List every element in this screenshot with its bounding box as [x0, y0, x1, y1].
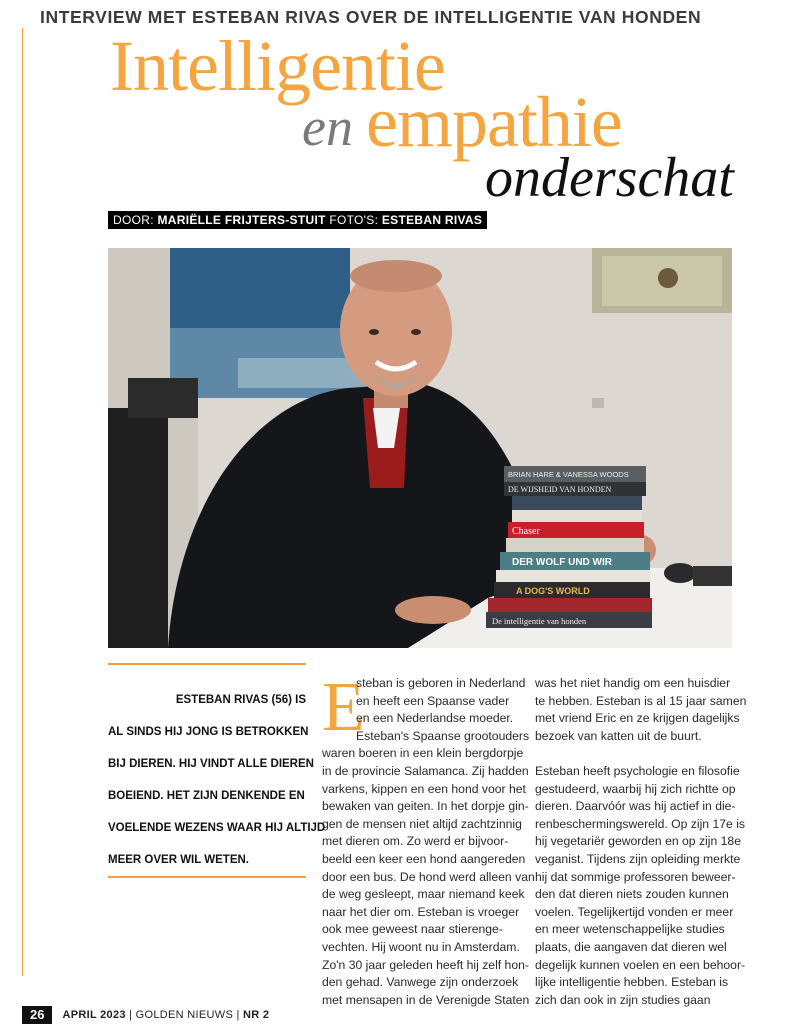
article-line: lijke intelligentie hebben. Esteban is [535, 975, 729, 990]
article-line: vechten. Hij woont nu in Amsterdam. [322, 939, 520, 954]
title-connector: en [302, 97, 353, 157]
article-line: dieren. Daarvóór was hij actief in die- [535, 799, 736, 814]
book-spine-1: BRIAN HARE & VANESSA WOODS [508, 470, 629, 479]
publication-name: GOLDEN NIEUWS [135, 1009, 234, 1021]
pullquote-line: AL SINDS HIJ JONG IS BETROKKEN [108, 726, 309, 738]
article-line: waren boeren in een klein bergdorpje [322, 746, 524, 761]
article-line: was het niet handig om een huisdier [535, 676, 731, 690]
photo-illustration [108, 248, 732, 648]
page-footer [22, 1006, 269, 1024]
article-line: en meer wetenschappelijke studies [535, 922, 725, 937]
article-line: de weg gesleept, maar niemand keek [322, 887, 525, 902]
title-line-1: Intelligentie [110, 26, 445, 106]
left-margin-rule [22, 28, 23, 976]
article-line: den dat dieren niets zouden kunnen [535, 887, 729, 902]
article-line: zich dan ook in zijn studies gaan [535, 992, 711, 1007]
title-line-3: onderschat [485, 147, 734, 209]
article-line: bewaken van geiten. In het dorpje gin- [322, 799, 529, 814]
article-line: in de provincie Salamanca. Zij hadden [322, 763, 529, 778]
pullquote-rule-bottom [108, 876, 306, 878]
article-line: hij vegetariër geworden en op zijn 18e [535, 834, 741, 849]
pullquote-line: BIJ DIEREN. HIJ VINDT ALLE DIEREN [108, 758, 314, 770]
paragraph-gap [535, 745, 735, 763]
photo-person-hand [395, 596, 471, 624]
article-line: Zo'n 30 jaar geleden heeft hij zelf hon- [322, 957, 529, 972]
article-line: den gehad. Vanwege zijn onderzoek [322, 975, 519, 990]
article-line: renbeschermingswereld. Op zijn 17e is [535, 816, 745, 831]
article-line: plaats, die aangaven dat dieren wel [535, 939, 727, 954]
photo-chair [108, 408, 168, 648]
book-spine-5: A DOG'S WORLD [516, 586, 590, 596]
photo-mouse [664, 563, 696, 583]
book-spine-3: Chaser [512, 526, 540, 537]
page-number: 26 [22, 1006, 52, 1024]
article-line: te hebben. Esteban is al 15 jaar samen [535, 693, 747, 708]
pullquote-rule-top [108, 663, 306, 665]
byline-photographer: ESTEBAN RIVAS [381, 213, 483, 227]
photo-book-stack [486, 466, 652, 628]
article-line: veganist. Tijdens zijn opleiding merkte [535, 851, 741, 866]
byline-author: MARIËLLE FRIJTERS-STUIT [157, 213, 326, 227]
article-line: gestudeerd, waarbij hij zich richtte op [535, 781, 736, 796]
article-column-2 [535, 675, 747, 1009]
article-line: ook mee geweest naar stierenge- [322, 922, 503, 937]
article-line: beeld een keer een hond aangereden [322, 851, 526, 866]
footer-separator: | [233, 1009, 243, 1021]
article-line: met dieren om. Zo werd er bijvoor- [322, 834, 509, 849]
kicker: INTERVIEW MET ESTEBAN RIVAS OVER DE INTELLIGENTIE VAN HONDEN [40, 7, 702, 27]
pullquote [108, 684, 326, 876]
article-line: naar het dier om. Esteban is vroeger [322, 904, 520, 919]
article-line: met vriend Eric en ze krijgen dagelijks [535, 711, 740, 726]
pullquote-line: BOEIEND. HET ZIJN DENKENDE EN [108, 790, 305, 802]
article-line: hij dat sommige professoren beweer- [535, 869, 736, 884]
article-line: en heeft een Spaanse vader [356, 693, 510, 708]
book-spine-6: De intelligentie van honden [492, 616, 587, 626]
pullquote-line: MEER OVER WIL WETEN. [108, 854, 249, 866]
article-line: Esteban's Spaanse grootouders [356, 728, 530, 743]
main-photo [108, 248, 732, 648]
issue-number: NR 2 [242, 1009, 270, 1021]
pullquote-line: VOELENDE WEZENS WAAR HIJ ALTIJD [108, 822, 326, 834]
byline [108, 211, 487, 229]
byline-author-label: DOOR: [113, 213, 154, 227]
article-line: steban is geboren in Nederland [356, 676, 526, 690]
article-line: met mensapen in de Verenigde Staten [322, 992, 530, 1007]
book-spine-4: DER WOLF UND WIR [512, 557, 612, 568]
pullquote-line: ESTEBAN RIVAS (56) IS [175, 694, 306, 706]
article-line: en een Nederlandse moeder. [356, 711, 514, 726]
article-line: Esteban heeft psychologie en filosofie [535, 763, 740, 778]
article-line: degelijk kunnen voelen en een behoor- [535, 957, 746, 972]
article-dropcap: E [322, 669, 365, 746]
title-line-2: empathie [366, 82, 622, 162]
byline-photo-label: FOTO'S: [329, 213, 379, 227]
article-line: gen de mensen niet altijd zachtzinnig [322, 816, 522, 831]
article-line: varkens, kippen en een hond voor het [322, 781, 526, 796]
article-line: voelen. Tegelijkertijd vonden er meer [535, 904, 734, 919]
issue-date: APRIL 2023 [62, 1009, 126, 1021]
article-line: door een bus. De hond werd alleen van [322, 869, 535, 884]
article-line: bezoek van katten uit de buurt. [535, 728, 702, 743]
issue-info [62, 1009, 269, 1021]
article-column-1 [322, 669, 535, 1009]
book-spine-2: DE WIJSHEID VAN HONDEN [508, 485, 612, 494]
footer-separator: | [125, 1009, 136, 1021]
